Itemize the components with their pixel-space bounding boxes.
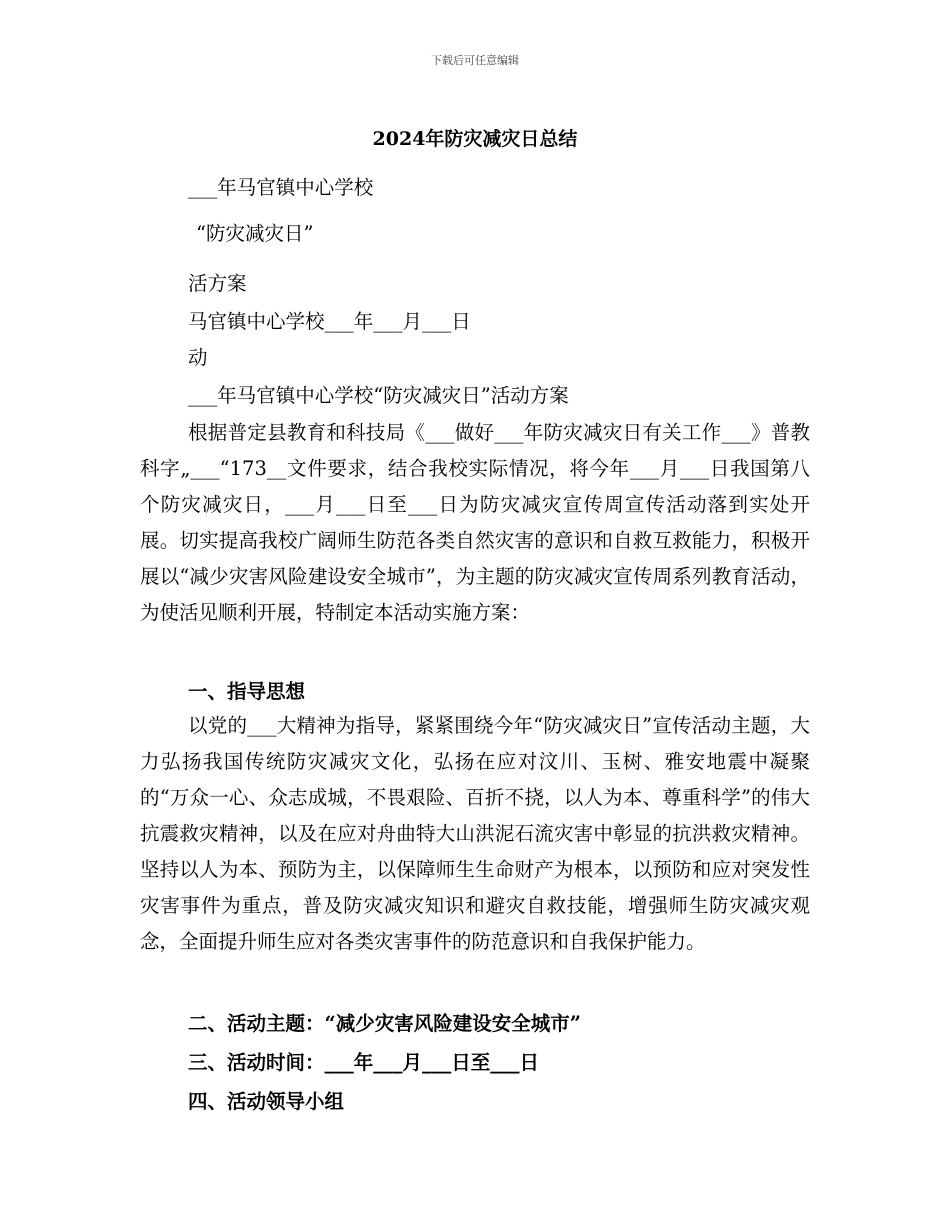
section1-heading: 一、指导思想 <box>188 680 306 703</box>
school-year-line: ___年马官镇中心学校 <box>188 176 374 199</box>
fragment-line: 动 <box>188 346 208 369</box>
section1-paragraph: 以党的___大精神为指导，紧紧围绕今年“防灾减灾日”宣传活动主题，大力弘扬我国传统防灾减灾文化，弘扬在应对汶川、玉树、雅安地震中凝聚的“万众一心、众志成城，不畏艰险、百折不挠，以人为本、尊重科学”的伟大抗震救灾精神，以及在应对舟曲特大山洪泥石流灾害中彰显的抗洪救灾精神。坚持以人为本、预防为主，以保障师生生命财产为根本，以预防和应对突发性灾害事件为重点，普及防灾减灾知识和避灾自救技能，增强师生防灾减灾观念，全面提升师生应对各类灾害事件的防范意识和自我保护能力。 <box>140 714 810 953</box>
page-header-note: 下载后可任意编辑 <box>431 54 519 67</box>
document-title: 2024年防灾减灾日总结 <box>372 128 578 150</box>
section4-heading: 四、活动领导小组 <box>188 1090 345 1113</box>
event-name-line: “防灾减灾日” <box>196 222 314 245</box>
section2-heading: 二、活动主题：“减少灾害风险建设安全城市” <box>188 1012 581 1035</box>
intro-paragraph: 根据普定县教育和科技局《___做好___年防灾减灾日有关工作___》普教科字„___“173__文件要求，结合我校实际情况，将今年___月___日我国第八个防灾减灾日，___月___日至___日为防灾减灾宣传周宣传活动落到实处开展。切实提高我校广阔师生防范各类自然灾害的意识和自救互救能力，积极开展以“减少灾害风险建设安全城市”，为主题的防灾减灾宣传周系列教育活动，为使活见顺利开展，特制定本活动实施方案： <box>140 421 810 624</box>
plan-fragment-line: 活方案 <box>188 272 247 295</box>
plan-title-line: ___年马官镇中心学校“防灾减灾日”活动方案 <box>188 384 569 407</box>
school-date-line: 马官镇中心学校___年___月___日 <box>188 310 471 333</box>
section3-heading: 三、活动时间：___年___月___日至___日 <box>188 1051 540 1074</box>
